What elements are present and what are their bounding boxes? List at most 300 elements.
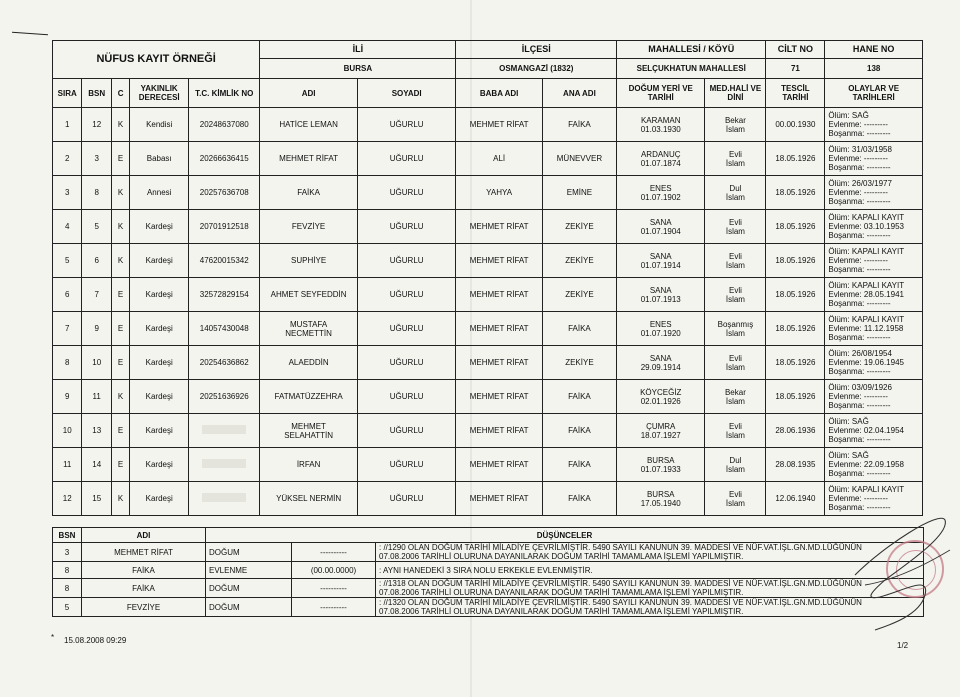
cinsiyet-cell: E [111, 448, 129, 482]
medeni-cell [705, 380, 766, 414]
dogum-yeri: ARDANUÇ [640, 149, 681, 159]
bsn-cell: 12 [82, 108, 111, 142]
bsn-cell: 10 [82, 346, 111, 380]
note-adi: FAİKA [82, 562, 206, 579]
redaction-blur [202, 493, 246, 502]
notes-table [52, 527, 924, 617]
note-olay: DOĞUM [206, 579, 292, 598]
adi-line-1: FATMATÜZZEHRA [274, 392, 343, 401]
medeni-cell [705, 176, 766, 210]
dogum-yeri: BURSA [646, 489, 675, 499]
evlenme-line: Evlenme: 03.10.1953 [828, 222, 904, 231]
note-bsn: 8 [53, 579, 82, 598]
tescil-cell: 18.05.1926 [766, 176, 825, 210]
ana-cell: ZEKİYE [542, 244, 616, 278]
baba-cell: MEHMET RİFAT [456, 210, 542, 244]
ana-cell: ZEKİYE [542, 346, 616, 380]
olum-line: Ölüm: KAPALI KAYIT [828, 281, 905, 290]
olaylar-cell [825, 210, 923, 244]
note-text-line-1: : //1320 OLAN DOĞUM TARİHİ MİLADİYE ÇEVRİLMİŞTİR. 5490 SAYILI KANUNUN 39. MADDESİ VE NÜF.VAT.İŞL.GN.MD.LÜĞÜNÜN [379, 598, 862, 607]
bsn-cell: 15 [82, 482, 111, 516]
print-date: 15.08.2008 09:29 [64, 636, 127, 645]
dogum-cell [617, 210, 705, 244]
adi-cell [260, 482, 358, 516]
sira-cell: 11 [53, 448, 82, 482]
medeni-cell [705, 414, 766, 448]
yakinlik-cell: Kardeşi [130, 346, 189, 380]
soyadi-cell: UĞURLU [357, 346, 456, 380]
note-text-line-1: : //1290 OLAN DOĞUM TARİHİ MİLADİYE ÇEVRİLMİŞTİR. 5490 SAYILI KANUNUN 39. MADDESİ VE NÜF.VAT.İŞL.GN.MD.LÜĞÜNÜN [379, 543, 862, 552]
tescil-cell: 18.05.1926 [766, 142, 825, 176]
medeni-hal: Evli [728, 489, 742, 499]
medeni-hal: Evli [728, 421, 742, 431]
evlenme-line: Evlenme: --------- [828, 188, 888, 197]
yakinlik-cell: Kardeşi [130, 312, 189, 346]
yakinlik-cell: Kendisi [130, 108, 189, 142]
evlenme-line: Evlenme: --------- [828, 120, 888, 129]
tc-cell: 20701912518 [189, 210, 260, 244]
dogum-cell [617, 278, 705, 312]
bosanma-line: Boşanma: --------- [828, 503, 891, 512]
dogum-tarihi: 01.07.1933 [640, 464, 681, 474]
medeni-hal: Boşanmış [717, 319, 754, 329]
table-row [53, 380, 923, 414]
table-row [53, 108, 923, 142]
ana-cell: FAİKA [542, 448, 616, 482]
din: İslam [725, 464, 745, 474]
sira-cell: 8 [53, 346, 82, 380]
note-text [376, 598, 924, 617]
adi-line-1: MEHMET [291, 421, 326, 431]
olum-line: Ölüm: SAĞ [828, 451, 869, 460]
col-header-sira: SIRA [53, 79, 82, 108]
table-row [53, 210, 923, 244]
din: İslam [725, 294, 745, 304]
note-text-line-1: : AYNI HANEDEKİ 3 SIRA NOLU ERKEKLE EVLENMİŞTİR. [379, 565, 593, 575]
population-register-table [52, 40, 923, 516]
tescil-cell: 28.06.1936 [766, 414, 825, 448]
sira-cell: 5 [53, 244, 82, 278]
dogum-tarihi: 29.09.1914 [640, 362, 681, 372]
olum-line: Ölüm: 31/03/1958 [828, 145, 892, 154]
medeni-cell [705, 244, 766, 278]
baba-cell: MEHMET RİFAT [456, 346, 542, 380]
notes-header-adi: ADI [82, 528, 206, 543]
evlenme-line: Evlenme: --------- [828, 392, 888, 401]
ana-cell: FAİKA [542, 414, 616, 448]
olum-line: Ölüm: 26/03/1977 [828, 179, 892, 188]
col-header-tc: T.C. KİMLİK NO [189, 79, 260, 108]
adi-cell [260, 142, 358, 176]
note-text-line-1: : //1318 OLAN DOĞUM TARİHİ MİLADİYE ÇEVRİLMİŞTİR. 5490 SAYILI KANUNUN 39. MADDESİ VE NÜF.VAT.İŞL.GN.MD.LÜĞÜNÜN [379, 579, 862, 588]
olaylar-cell [825, 278, 923, 312]
ana-cell: FAİKA [542, 380, 616, 414]
dogum-tarihi: 01.07.1902 [640, 192, 681, 202]
din: İslam [725, 498, 745, 508]
adi-cell [260, 380, 358, 414]
dogum-cell [617, 142, 705, 176]
il-label: İLİ [260, 41, 456, 59]
yakinlik-cell: Kardeşi [130, 244, 189, 278]
evlenme-line: Evlenme: 19.06.1945 [828, 358, 904, 367]
dogum-cell [617, 176, 705, 210]
adi-line-1: FAİKA [297, 188, 320, 197]
evlenme-line: Evlenme: 02.04.1954 [828, 426, 904, 435]
note-row [53, 579, 924, 598]
sira-cell: 9 [53, 380, 82, 414]
dogum-tarihi: 01.07.1904 [640, 226, 681, 236]
adi-cell [260, 210, 358, 244]
soyadi-cell: UĞURLU [357, 414, 456, 448]
tc-cell: 20254636862 [189, 346, 260, 380]
tescil-cell: 18.05.1926 [766, 346, 825, 380]
soyadi-cell: UĞURLU [357, 278, 456, 312]
bosanma-line: Boşanma: --------- [828, 197, 891, 206]
bosanma-line: Boşanma: --------- [828, 469, 891, 478]
bosanma-line: Boşanma: --------- [828, 231, 891, 240]
bosanma-line: Boşanma: --------- [828, 163, 891, 172]
medeni-cell [705, 108, 766, 142]
document-title: NÜFUS KAYIT ÖRNEĞİ [53, 41, 260, 79]
yakinlik-cell: Kardeşi [130, 482, 189, 516]
handwritten-signature [845, 505, 955, 635]
col-header-medeni: MED.HALİ VE DİNİ [705, 79, 766, 108]
table-row [53, 176, 923, 210]
medeni-hal: Evli [728, 149, 742, 159]
hane-value: 138 [825, 59, 923, 79]
adi-cell [260, 176, 358, 210]
olaylar-cell [825, 108, 923, 142]
din: İslam [725, 124, 745, 134]
olaylar-cell [825, 380, 923, 414]
dogum-tarihi: 01.03.1930 [640, 124, 681, 134]
note-adi: FEVZİYE [82, 598, 206, 617]
tescil-cell: 18.05.1926 [766, 278, 825, 312]
olum-line: Ölüm: KAPALI KAYIT [828, 485, 905, 494]
dogum-yeri: SANA [649, 251, 672, 261]
cinsiyet-cell: K [111, 176, 129, 210]
adi-cell [260, 244, 358, 278]
cinsiyet-cell: E [111, 312, 129, 346]
tescil-cell: 18.05.1926 [766, 380, 825, 414]
note-text-line-2: 07.08.2006 TARİHLİ OLURUNA DAYANILARAK DOĞUM TARİHİ TAMAMLAMA İŞLEMİ YAPILMIŞTIR. [379, 588, 744, 597]
din: İslam [725, 226, 745, 236]
note-row [53, 543, 924, 562]
ana-cell: FAİKA [542, 108, 616, 142]
dogum-cell [617, 380, 705, 414]
adi-line-1: MEHMET RİFAT [279, 154, 338, 163]
tescil-cell: 18.05.1926 [766, 244, 825, 278]
olum-line: Ölüm: KAPALI KAYIT [828, 315, 905, 324]
medeni-hal: Bekar [724, 387, 746, 397]
page-number: 1/2 [897, 641, 909, 650]
ana-cell: EMİNE [542, 176, 616, 210]
evlenme-line: Evlenme: --------- [828, 256, 888, 265]
dogum-cell [617, 414, 705, 448]
sira-cell: 1 [53, 108, 82, 142]
yakinlik-cell: Annesi [130, 176, 189, 210]
bosanma-line: Boşanma: --------- [828, 265, 891, 274]
tc-cell-redacted [189, 482, 260, 516]
adi-line-1: ALAEDDİN [288, 358, 329, 367]
baba-cell: MEHMET RİFAT [456, 244, 542, 278]
sira-cell: 12 [53, 482, 82, 516]
bsn-cell: 11 [82, 380, 111, 414]
adi-line-2: NECMETTİN [285, 328, 332, 338]
ana-cell: FAİKA [542, 312, 616, 346]
medeni-hal: Dul [729, 455, 742, 465]
redaction-blur [202, 425, 246, 434]
dogum-cell [617, 108, 705, 142]
cinsiyet-cell: K [111, 244, 129, 278]
baba-cell: ALİ [456, 142, 542, 176]
adi-line-1: YÜKSEL NERMİN [276, 494, 342, 503]
ana-cell: FAİKA [542, 482, 616, 516]
cinsiyet-cell: E [111, 414, 129, 448]
tc-cell: 32572829154 [189, 278, 260, 312]
note-text [376, 562, 924, 579]
evlenme-line: Evlenme: --------- [828, 494, 888, 503]
ana-cell: ZEKİYE [542, 278, 616, 312]
cinsiyet-cell: K [111, 108, 129, 142]
baba-cell: MEHMET RİFAT [456, 482, 542, 516]
note-bsn: 5 [53, 598, 82, 617]
soyadi-cell: UĞURLU [357, 482, 456, 516]
note-tarih: ---------- [292, 543, 376, 562]
tescil-cell: 28.08.1935 [766, 448, 825, 482]
medeni-hal: Dul [729, 183, 742, 193]
yakinlik-cell: Kardeşi [130, 210, 189, 244]
ilce-value: OSMANGAZİ (1832) [456, 59, 617, 79]
note-adi: MEHMET RİFAT [82, 543, 206, 562]
soyadi-cell: UĞURLU [357, 244, 456, 278]
yakinlik-cell: Kardeşi [130, 448, 189, 482]
bsn-cell: 14 [82, 448, 111, 482]
table-row [53, 482, 923, 516]
note-olay: DOĞUM [206, 598, 292, 617]
dogum-yeri: SANA [649, 217, 672, 227]
cinsiyet-cell: E [111, 346, 129, 380]
col-header-baba: BABA ADI [456, 79, 542, 108]
tc-cell: 20257636708 [189, 176, 260, 210]
medeni-cell [705, 142, 766, 176]
evlenme-line: Evlenme: 22.09.1958 [828, 460, 904, 469]
dogum-tarihi: 02.01.1926 [640, 396, 681, 406]
dogum-cell [617, 244, 705, 278]
bosanma-line: Boşanma: --------- [828, 435, 891, 444]
olum-line: Ölüm: SAĞ [828, 417, 869, 426]
dogum-yeri: BURSA [646, 455, 675, 465]
note-bsn: 3 [53, 543, 82, 562]
dogum-tarihi: 01.07.1920 [640, 328, 681, 338]
note-row [53, 562, 924, 579]
cilt-value: 71 [766, 59, 825, 79]
sira-cell: 6 [53, 278, 82, 312]
table-row [53, 448, 923, 482]
medeni-cell [705, 312, 766, 346]
dogum-tarihi: 17.05.1940 [640, 498, 681, 508]
tescil-cell: 12.06.1940 [766, 482, 825, 516]
note-bsn: 8 [53, 562, 82, 579]
adi-cell [260, 108, 358, 142]
note-tarih: ---------- [292, 598, 376, 617]
mahalle-value: SELÇUKHATUN MAHALLESİ [617, 59, 766, 79]
ilce-label: İLÇESİ [456, 41, 617, 59]
col-header-adi: ADI [260, 79, 358, 108]
evlenme-line: Evlenme: --------- [828, 154, 888, 163]
bsn-cell: 3 [82, 142, 111, 176]
din: İslam [725, 328, 745, 338]
baba-cell: MEHMET RİFAT [456, 448, 542, 482]
adi-line-1: SUPHİYE [291, 256, 327, 265]
note-text [376, 543, 924, 562]
medeni-cell [705, 210, 766, 244]
col-header-ana: ANA ADI [542, 79, 616, 108]
din: İslam [725, 430, 745, 440]
olum-line: Ölüm: KAPALI KAYIT [828, 213, 905, 222]
soyadi-cell: UĞURLU [357, 176, 456, 210]
bsn-cell: 7 [82, 278, 111, 312]
notes-header-bsn: BSN [53, 528, 82, 543]
yakinlik-cell: Kardeşi [130, 278, 189, 312]
adi-line-1: HATİCE LEMAN [279, 120, 338, 129]
tc-cell: 20251636926 [189, 380, 260, 414]
pen-stroke [12, 32, 48, 36]
dogum-yeri: KARAMAN [640, 115, 681, 125]
evlenme-line: Evlenme: 11.12.1958 [828, 324, 904, 333]
cinsiyet-cell: E [111, 278, 129, 312]
adi-cell [260, 278, 358, 312]
baba-cell: MEHMET RİFAT [456, 108, 542, 142]
col-header-olaylar: OLAYLAR VE TARİHLERİ [825, 79, 923, 108]
tc-cell: 20248637080 [189, 108, 260, 142]
baba-cell: MEHMET RİFAT [456, 278, 542, 312]
table-row [53, 142, 923, 176]
bsn-cell: 9 [82, 312, 111, 346]
medeni-cell [705, 448, 766, 482]
tc-cell: 14057430048 [189, 312, 260, 346]
cinsiyet-cell: E [111, 142, 129, 176]
dogum-yeri: KÖYCEĞİZ [640, 387, 682, 397]
adi-line-1: AHMET SEYFEDDİN [270, 290, 347, 299]
baba-cell: YAHYA [456, 176, 542, 210]
cinsiyet-cell: K [111, 210, 129, 244]
note-olay: DOĞUM [206, 543, 292, 562]
dogum-yeri: ENES [649, 319, 672, 329]
table-row [53, 244, 923, 278]
adi-cell [260, 448, 358, 482]
col-header-soyadi: SOYADI [357, 79, 456, 108]
soyadi-cell: UĞURLU [357, 142, 456, 176]
column-header-row [53, 79, 923, 108]
soyadi-cell: UĞURLU [357, 380, 456, 414]
note-tarih: (00.00.0000) [292, 562, 376, 579]
medeni-hal: Evli [728, 285, 742, 295]
tescil-cell: 18.05.1926 [766, 210, 825, 244]
din: İslam [725, 260, 745, 270]
medeni-cell [705, 278, 766, 312]
din: İslam [725, 158, 745, 168]
tc-cell-redacted [189, 448, 260, 482]
note-adi: FAİKA [82, 579, 206, 598]
dogum-yeri: SANA [649, 353, 672, 363]
adi-line-2: SELAHATTİN [284, 430, 333, 440]
dogum-yeri: ENES [649, 183, 672, 193]
sira-cell: 2 [53, 142, 82, 176]
table-row [53, 414, 923, 448]
medeni-hal: Evli [728, 353, 742, 363]
col-header-bsn: BSN [82, 79, 111, 108]
bsn-cell: 8 [82, 176, 111, 210]
dogum-cell [617, 482, 705, 516]
medeni-cell [705, 482, 766, 516]
dogum-cell [617, 346, 705, 380]
adi-cell [260, 414, 358, 448]
olum-line: Ölüm: 03/09/1926 [828, 383, 892, 392]
dogum-tarihi: 18.07.1927 [640, 430, 681, 440]
adi-line-1: İRFAN [296, 460, 321, 469]
adi-cell [260, 312, 358, 346]
sira-cell: 7 [53, 312, 82, 346]
bosanma-line: Boşanma: --------- [828, 333, 891, 342]
adi-line-1: MUSTAFA [290, 319, 328, 329]
yakinlik-cell: Kardeşi [130, 414, 189, 448]
dogum-tarihi: 01.07.1874 [640, 158, 681, 168]
olaylar-cell [825, 448, 923, 482]
tc-cell: 47620015342 [189, 244, 260, 278]
sira-cell: 3 [53, 176, 82, 210]
table-row [53, 312, 923, 346]
ana-cell: MÜNEVVER [542, 142, 616, 176]
olum-line: Ölüm: KAPALI KAYIT [828, 247, 905, 256]
ana-cell: ZEKİYE [542, 210, 616, 244]
bosanma-line: Boşanma: --------- [828, 129, 891, 138]
hane-label: HANE NO [825, 41, 923, 59]
olum-line: Ölüm: SAĞ [828, 111, 869, 120]
din: İslam [725, 396, 745, 406]
bsn-cell: 5 [82, 210, 111, 244]
bosanma-line: Boşanma: --------- [828, 367, 891, 376]
dogum-cell [617, 448, 705, 482]
col-header-c: C [111, 79, 129, 108]
soyadi-cell: UĞURLU [357, 312, 456, 346]
tick-mark: * [51, 633, 55, 642]
olum-line: Ölüm: 26/08/1954 [828, 349, 892, 358]
soyadi-cell: UĞURLU [357, 448, 456, 482]
yakinlik-cell: Babası [130, 142, 189, 176]
dogum-yeri: ÇUMRA [646, 421, 676, 431]
olaylar-cell [825, 142, 923, 176]
cinsiyet-cell: K [111, 380, 129, 414]
note-tarih: ---------- [292, 579, 376, 598]
bsn-cell: 6 [82, 244, 111, 278]
din: İslam [725, 192, 745, 202]
sira-cell: 4 [53, 210, 82, 244]
soyadi-cell: UĞURLU [357, 108, 456, 142]
yakinlik-cell: Kardeşi [130, 380, 189, 414]
evlenme-line: Evlenme: 28.05.1941 [828, 290, 904, 299]
tc-cell: 20266636415 [189, 142, 260, 176]
note-text [376, 579, 924, 598]
dogum-cell [617, 312, 705, 346]
soyadi-cell: UĞURLU [357, 210, 456, 244]
olaylar-cell [825, 176, 923, 210]
baba-cell: MEHMET RİFAT [456, 380, 542, 414]
col-header-yakinlik: YAKINLIK DERECESİ [130, 79, 189, 108]
redaction-blur [202, 459, 246, 468]
sira-cell: 10 [53, 414, 82, 448]
note-row [53, 598, 924, 617]
